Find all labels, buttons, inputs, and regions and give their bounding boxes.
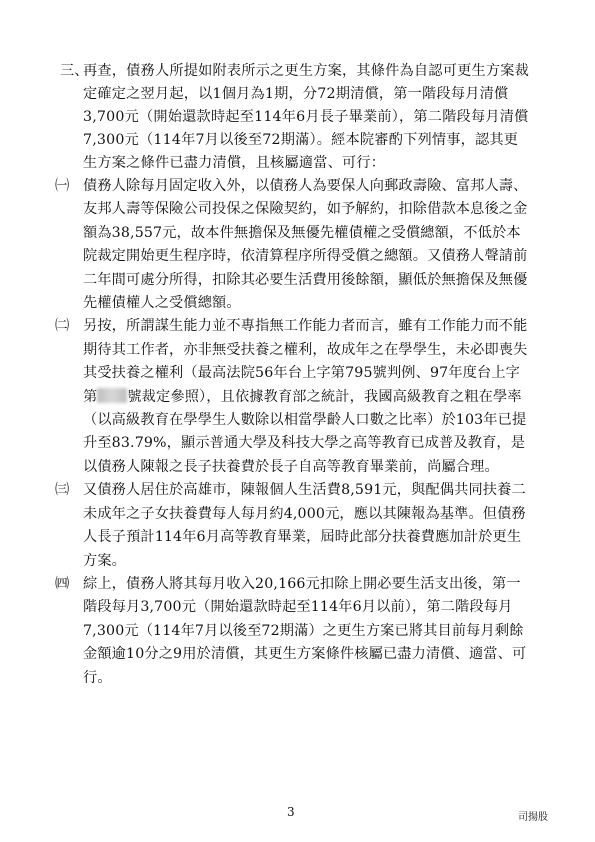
item-text-before-redaction: 另按，所謂謀生能力並不專指無工作能力者而言，雖有工作能力而不能期待其工作者，亦非無受扶養之權利，故成年之在學學生，未必即喪失其受扶養之權利（最高法院56年台上字第795號判例、97年度台上字第	[83, 318, 528, 405]
item-marker: ㈠	[55, 178, 70, 194]
item-marker: ㈢	[55, 482, 70, 499]
page-number: 3	[287, 805, 295, 819]
item-text: 綜上，債務人將其每月收入20,166元扣除上開必要生活支出後，第一階段每月3,700元（開始還款時起至114年6月以前），第二階段每月7,300元（114年7月以後至72期滿）之更生方案已將其目前每月剩餘金額逾10分之9用於清償，其更生方案條件核屬已盡力清償、適當、可行。	[83, 575, 527, 686]
list-item-3	[55, 479, 530, 573]
list-item-1	[55, 175, 530, 315]
list-item-2	[55, 315, 530, 479]
redaction-blur	[97, 388, 127, 403]
section-marker: 三、	[60, 63, 89, 79]
item-text: 又債務人居住於高雄市，陳報個人生活費8,591元，與配偶共同扶養二未成年之子女扶養費每人每月約4,000元，應以其陳報為基準。但債務人長子預計114年6月高等教育畢業，屆時此部分扶養費應加計於更生方案。	[83, 482, 526, 569]
item-text	[83, 315, 530, 479]
section-text: 再查，債務人所提如附表所示之更生方案，其條件為自認可更生方案裁定確定之翌月起，以1個月為1期，分72期清償，第一階段每月清償3,700元（開始還款時起至114年6月長子畢業前），第二階段每月清償7,300元（114年7月以後至72期滿）。經本院審酌下列情事，認其更生方案之條件已盡力清償，且核屬適當、可行：	[83, 63, 530, 171]
item-marker: ㈡	[55, 318, 70, 335]
court-division-mark: 司揚股	[518, 812, 548, 823]
list-item-4	[55, 573, 530, 690]
item-text: 債務人除每月固定收入外，以債務人為要保人向郵政壽險、富邦人壽、友邦人壽等保險公司投保之保險契約，如予解約，扣除借款本息後之金額為38,557元，故本件無擔保及無優先權債權之受償總額，不低於本院裁定開始更生程序時，依清算程序所得受償之總額。又債務人聲請前二年間可處分所得，扣除其必要生活費用後餘額，顯低於無擔保及無優先權債權人之受償總額。	[83, 178, 528, 312]
item-text-after-redaction: 號裁定參照），且依據教育部之統計，我國高級教育之粗在學率（以高級教育在學學生人數除以相當學齡人口數之比率）於103年已提升至83.79%，顯示普通大學及科技大學之高等教育已成普及教育，是以債務人陳報之長子扶養費於長子自高等教育畢業前，尚屬合理。	[83, 388, 527, 475]
item-marker: ㈣	[55, 575, 70, 592]
section-three	[55, 60, 530, 690]
section-heading	[60, 60, 530, 175]
